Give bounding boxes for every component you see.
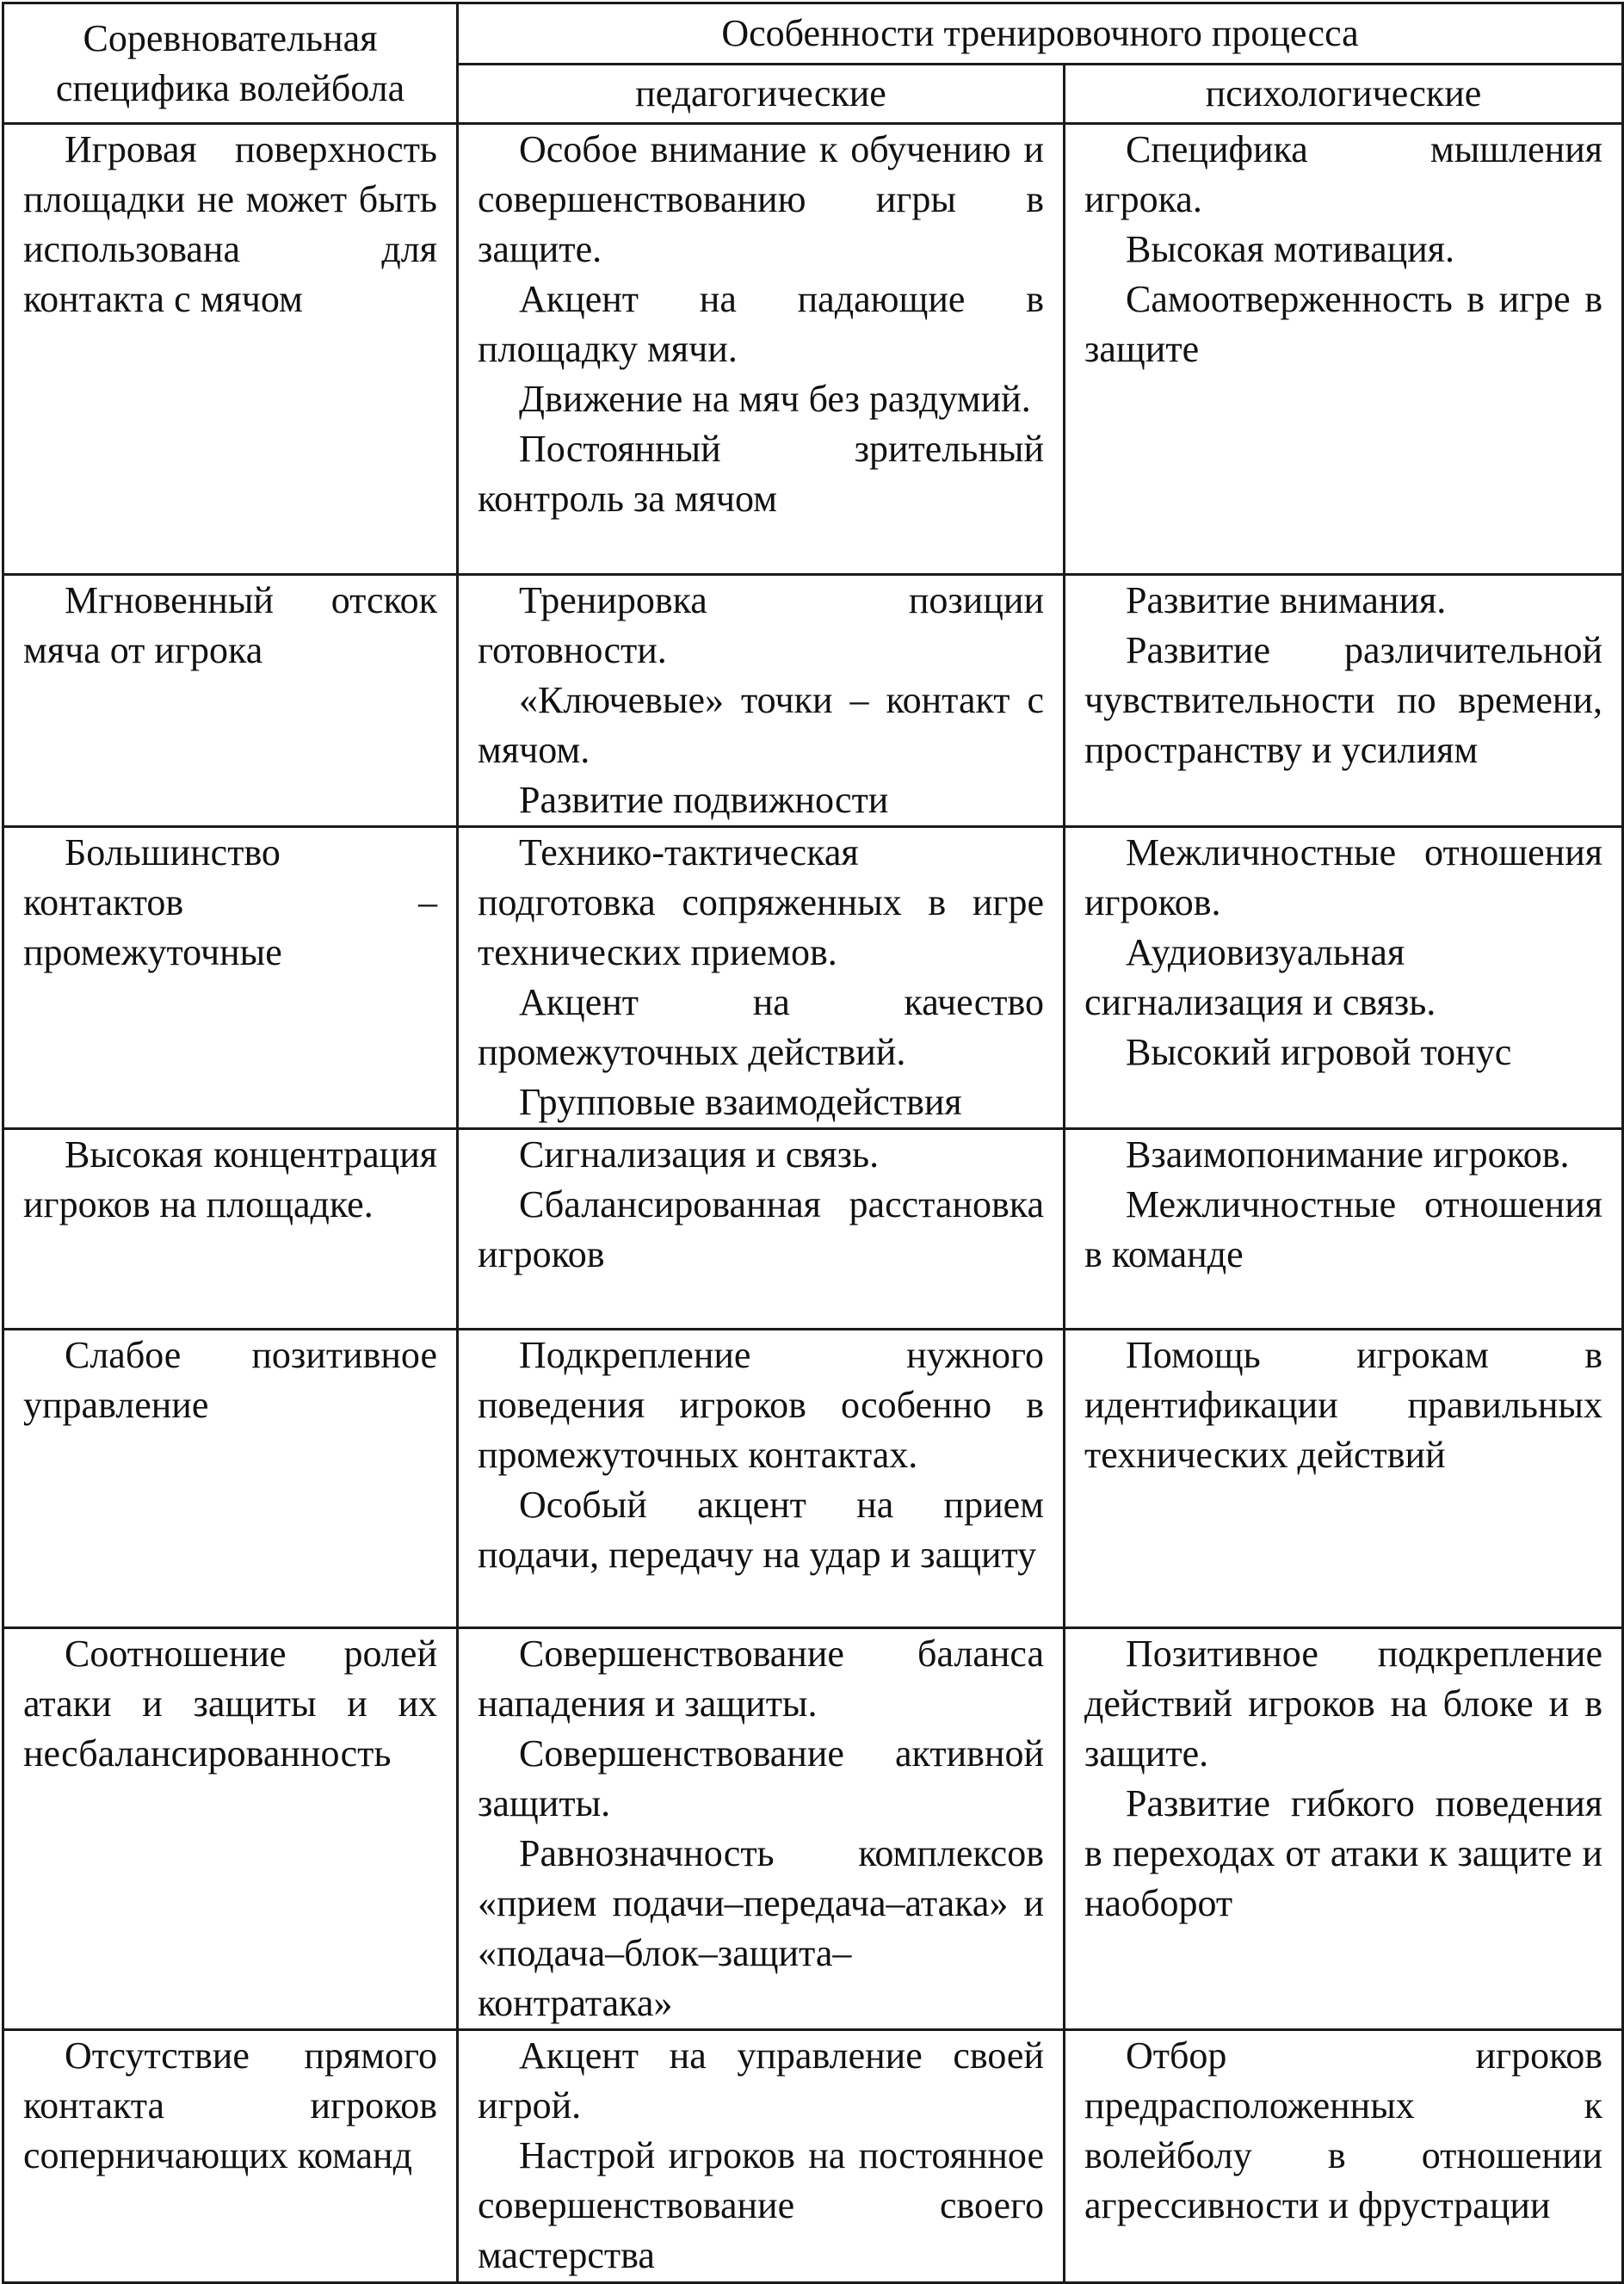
cell-text: Постоянный зрительный контроль за мячом <box>478 428 1044 520</box>
table-row <box>3 1129 1623 1330</box>
cell-text: Высокая концентрация игроков на площадке. <box>23 1133 437 1225</box>
cell-text: Аудиовизуальная сигнализация и связь. <box>1084 931 1436 1023</box>
cell-text: Соотношение ролей атаки и защиты и их несбалансированность <box>23 1633 437 1775</box>
cell-text: «Ключевые» точки – контакт с мячом. <box>478 679 1044 771</box>
cell-text: Развитие гибкого поведения в переходах от атаки к защите и наоборот <box>1084 1782 1602 1924</box>
cell-text: Высокая мотивация. <box>1126 228 1455 270</box>
header-training-features: Особенности тренировочного процесса <box>458 3 1623 65</box>
cell-text: Акцент на управление своей игрой. <box>478 2034 1044 2127</box>
cell-specifics <box>3 124 458 575</box>
cell-text: Межличностные отношения в команде <box>1084 1183 1602 1275</box>
cell-psychological <box>1065 1129 1623 1330</box>
cell-specifics <box>3 827 458 1129</box>
header-psychological: психологические <box>1065 65 1623 124</box>
header-competitive-specifics: Соревновательная специфика волейбола <box>3 3 458 124</box>
cell-text: Взаимопонимание игроков. <box>1126 1133 1570 1176</box>
cell-text: Акцент на падающие в площадку мячи. <box>478 278 1044 370</box>
cell-text: Акцент на качество промежуточных действий. <box>478 981 1044 1073</box>
cell-text: Развитие внимания. <box>1126 579 1447 621</box>
cell-pedagogical <box>458 575 1065 827</box>
cell-text: Сигнализация и связь. <box>519 1133 880 1176</box>
cell-psychological <box>1065 1330 1623 1628</box>
cell-text: Специфика мышления игрока. <box>1084 128 1602 220</box>
cell-text: Развитие различительной чувствительности по времени, пространству и усилиям <box>1084 629 1602 771</box>
cell-text: Помощь игрокам в идентификации правильных технических действий <box>1084 1334 1602 1476</box>
cell-text: Высокий игровой тонус <box>1126 1031 1512 1073</box>
cell-psychological <box>1065 575 1623 827</box>
cell-text: Позитивное подкрепление действий игроков на блоке и в защите. <box>1084 1633 1602 1775</box>
cell-text: Тренировка позиции готовности. <box>478 579 1044 671</box>
cell-text: Равнозначность комплексов «прием подачи–передача–атака» и «подача–блок–защита–контратака» <box>478 1832 1044 2024</box>
cell-text: Особый акцент на прием подачи, передачу на удар и защиту <box>478 1484 1044 1576</box>
cell-pedagogical <box>458 1129 1065 1330</box>
cell-pedagogical <box>458 1330 1065 1628</box>
cell-text: Настрой игроков на постоянное совершенствование своего мастерства <box>478 2134 1044 2276</box>
table-row <box>3 575 1623 827</box>
cell-text: Групповые взаимодействия <box>519 1081 962 1123</box>
cell-text: Мгновенный отскок мяча от игрока <box>23 579 437 671</box>
cell-text: Подкрепление нужного поведения игроков особенно в промежуточных контактах. <box>478 1334 1044 1476</box>
cell-text: Большинство контактов – промежуточные <box>23 831 437 973</box>
cell-text: Отбор игроков предрасположенных к волейболу в отношении агрессивности и фрустрации <box>1084 2034 1602 2226</box>
cell-pedagogical <box>458 827 1065 1129</box>
cell-text: Отсутствие прямого контакта игроков соперничающих команд <box>23 2034 437 2176</box>
table-row <box>3 1330 1623 1628</box>
cell-text: Технико-тактическая подготовка сопряженных в игре технических приемов. <box>478 831 1044 973</box>
cell-specifics <box>3 1129 458 1330</box>
cell-pedagogical <box>458 1628 1065 2030</box>
training-features-table <box>2 2 1624 2284</box>
table-row <box>3 124 1623 575</box>
cell-psychological <box>1065 1628 1623 2030</box>
cell-psychological <box>1065 124 1623 575</box>
cell-pedagogical <box>458 124 1065 575</box>
cell-specifics <box>3 2030 458 2283</box>
cell-psychological <box>1065 2030 1623 2283</box>
cell-text: Совершенствование активной защиты. <box>478 1732 1044 1824</box>
cell-text: Самоотверженность в игре в защите <box>1084 278 1602 370</box>
cell-specifics <box>3 575 458 827</box>
header-row-top <box>3 3 1623 65</box>
cell-pedagogical <box>458 2030 1065 2283</box>
cell-text: Совершенствование баланса нападения и защиты. <box>478 1633 1044 1725</box>
table-row <box>3 827 1623 1129</box>
cell-text: Движение на мяч без раздумий. <box>519 378 1031 420</box>
header-pedagogical: педагогические <box>458 65 1065 124</box>
cell-text: Развитие подвижности <box>519 779 889 821</box>
cell-text: Сбалансированная расстановка игроков <box>478 1183 1044 1275</box>
cell-specifics <box>3 1330 458 1628</box>
cell-text: Особое внимание к обучению и совершенствованию игры в защите. <box>478 128 1044 270</box>
table-row <box>3 2030 1623 2283</box>
cell-text: Игровая поверхность площадки не может быть использована для контакта с мячом <box>23 128 437 320</box>
cell-text: Слабое позитивное управление <box>23 1334 437 1426</box>
table-row <box>3 1628 1623 2030</box>
cell-text: Межличностные отношения игроков. <box>1084 831 1602 923</box>
cell-psychological <box>1065 827 1623 1129</box>
cell-specifics <box>3 1628 458 2030</box>
